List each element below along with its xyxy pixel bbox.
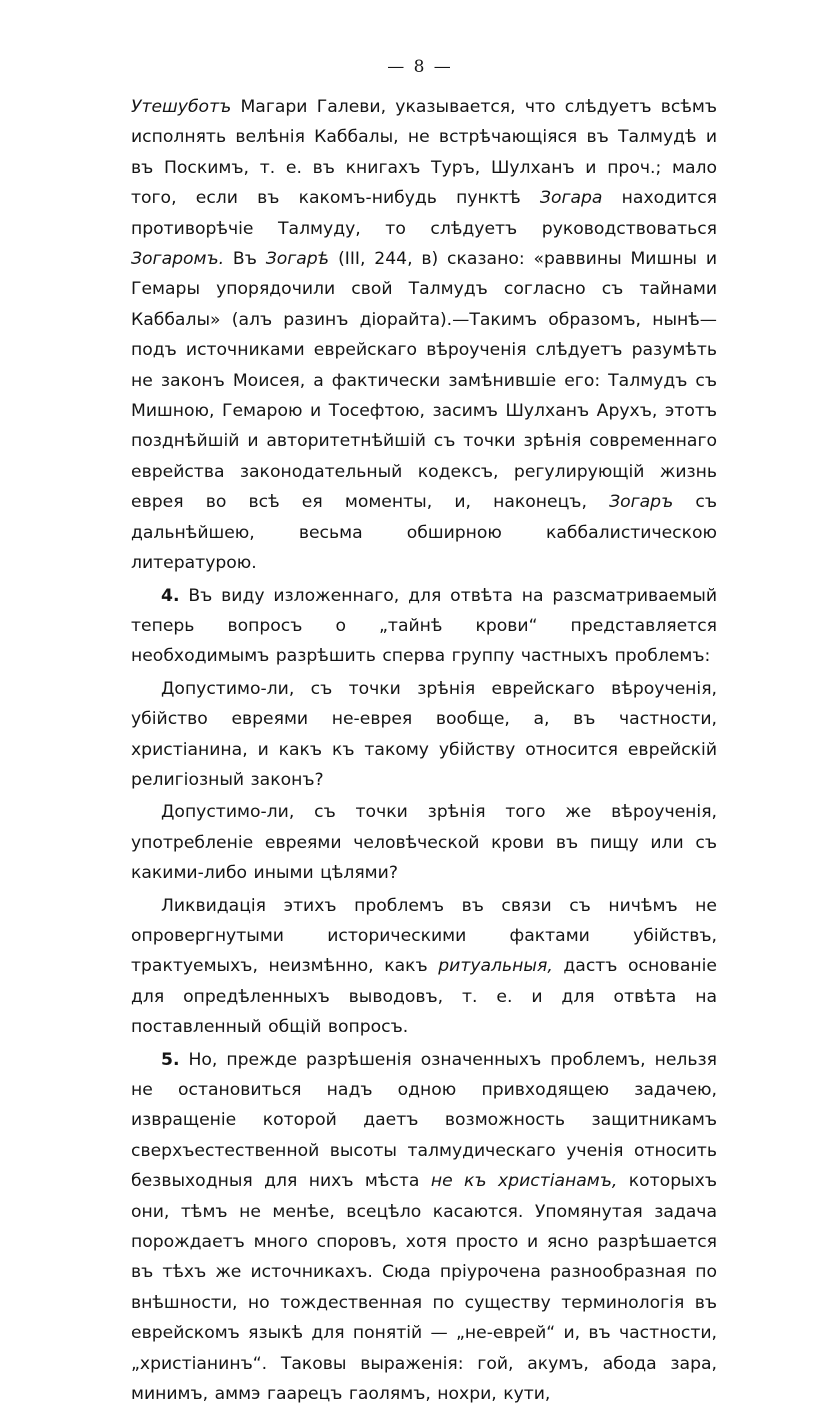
italic-term: Зогаръ — [609, 492, 674, 513]
italic-term: не къ христіанамъ, — [430, 1171, 618, 1192]
italic-term: Зогаромъ. — [131, 249, 225, 270]
italic-term: Зогара — [539, 188, 603, 209]
paragraph-question-murder — [131, 674, 717, 796]
paragraph-question-blood — [131, 797, 717, 888]
italic-term: ритуальныя, — [438, 956, 553, 977]
section-number: 4. — [161, 585, 180, 606]
section-number: 5. — [161, 1049, 180, 1070]
text-run: Въ виду изложеннаго, для отвѣта на разсматриваемый теперь вопросъ о „тайнѣ крови“ представляется необходимымъ разрѣшить сперва группу частныхъ проблемъ: — [131, 585, 717, 667]
italic-term: Зогарѣ — [265, 249, 330, 270]
text-run: съ дальнѣйшею, весьма обширною каббалистическою литературою. — [131, 492, 717, 574]
paragraph-intro — [131, 92, 717, 579]
italic-term: Утешуботъ — [131, 97, 232, 117]
text-run: Допустимо-ли, съ точки зрѣнія того же вѣроученія, употребленіе евреями человѣческой крови въ пищу или съ какими-либо иными цѣлями? — [131, 802, 717, 884]
text-run: Въ — [224, 249, 266, 270]
text-run: находится противорѣчіе Талмуду, то слѣдуетъ руководствоваться — [131, 188, 717, 239]
text-run: Магари Галеви, указывается, что слѣдуетъ всѣмъ исполнять велѣнія Каббалы, не встрѣчающіяся въ Талмудѣ и въ Поскимъ, т. е. въ книгахъ Туръ, Шулханъ и проч.; мало того, если въ какомъ-нибудь пунктѣ — [131, 97, 717, 209]
paragraph-section-5 — [131, 1045, 717, 1409]
text-run: которыхъ они, тѣмъ не менѣе, всецѣло касаются. Упомянутая задача порождаетъ много споровъ, хотя просто и ясно разрѣшается въ тѣхъ же источникахъ. Сюда пріурочена разнообразная по внѣшности, но тождественная по существу терминологія въ еврейскомъ языкѣ для понятій — „не-еврей“ и, въ частности, „христіанинъ“. Таковы выраженія: гой, акумъ, абода зара, минимъ, аммэ гаарецъ гаолямъ, нохри, кути, — [131, 1171, 717, 1405]
paragraph-liquidation — [131, 891, 717, 1043]
text-run: Но, прежде разрѣшенія означенныхъ проблемъ, нельзя не остановиться надъ одною привходящею задачею, извращеніе которой даетъ возможность защитникамъ сверхъестественной высоты талмудическаго ученія относить безвыходныя для нихъ мѣста — [131, 1049, 717, 1192]
page-number: — 8 — — [387, 57, 453, 77]
text-run: Ликвидація этихъ проблемъ въ связи съ ничѣмъ не опровергнутыми историческими фактами убійствъ, трактуемыхъ, неизмѣнно, какъ — [131, 895, 717, 977]
text-run: Допустимо-ли, съ точки зрѣнія еврейскаго вѣроученія, убійство евреями не-еврея вообще, а, въ частности, христіанина, и какъ къ такому убійству относится еврейскій религіозный законъ? — [131, 678, 717, 790]
text-run: (III, 244, в) сказано: «раввины Мишны и Гемары упорядочили свой Талмудъ согласно съ тайнами Каббалы» (алъ разинъ діорайта).—Такимъ образомъ, нынѣ—подъ источниками еврейскаго вѣроученія слѣдуетъ разумѣть не законъ Моисея, а фактически замѣнившіе его: Талмудъ съ Мишною, Гемарою и Тосефтою, засимъ Шулханъ Арухъ, этотъ позднѣйшій и авторитетнѣйшій съ точки зрѣнія современнаго еврейства законодательный кодексъ, регулирующій жизнь еврея во всѣ ея моменты, и, наконецъ, — [131, 249, 717, 513]
body-text — [131, 92, 717, 1409]
text-run: дастъ основаніе для опредѣленныхъ выводовъ, т. е. и для отвѣта на поставленный общій вопросъ. — [131, 956, 717, 1038]
paragraph-section-4 — [131, 581, 717, 672]
